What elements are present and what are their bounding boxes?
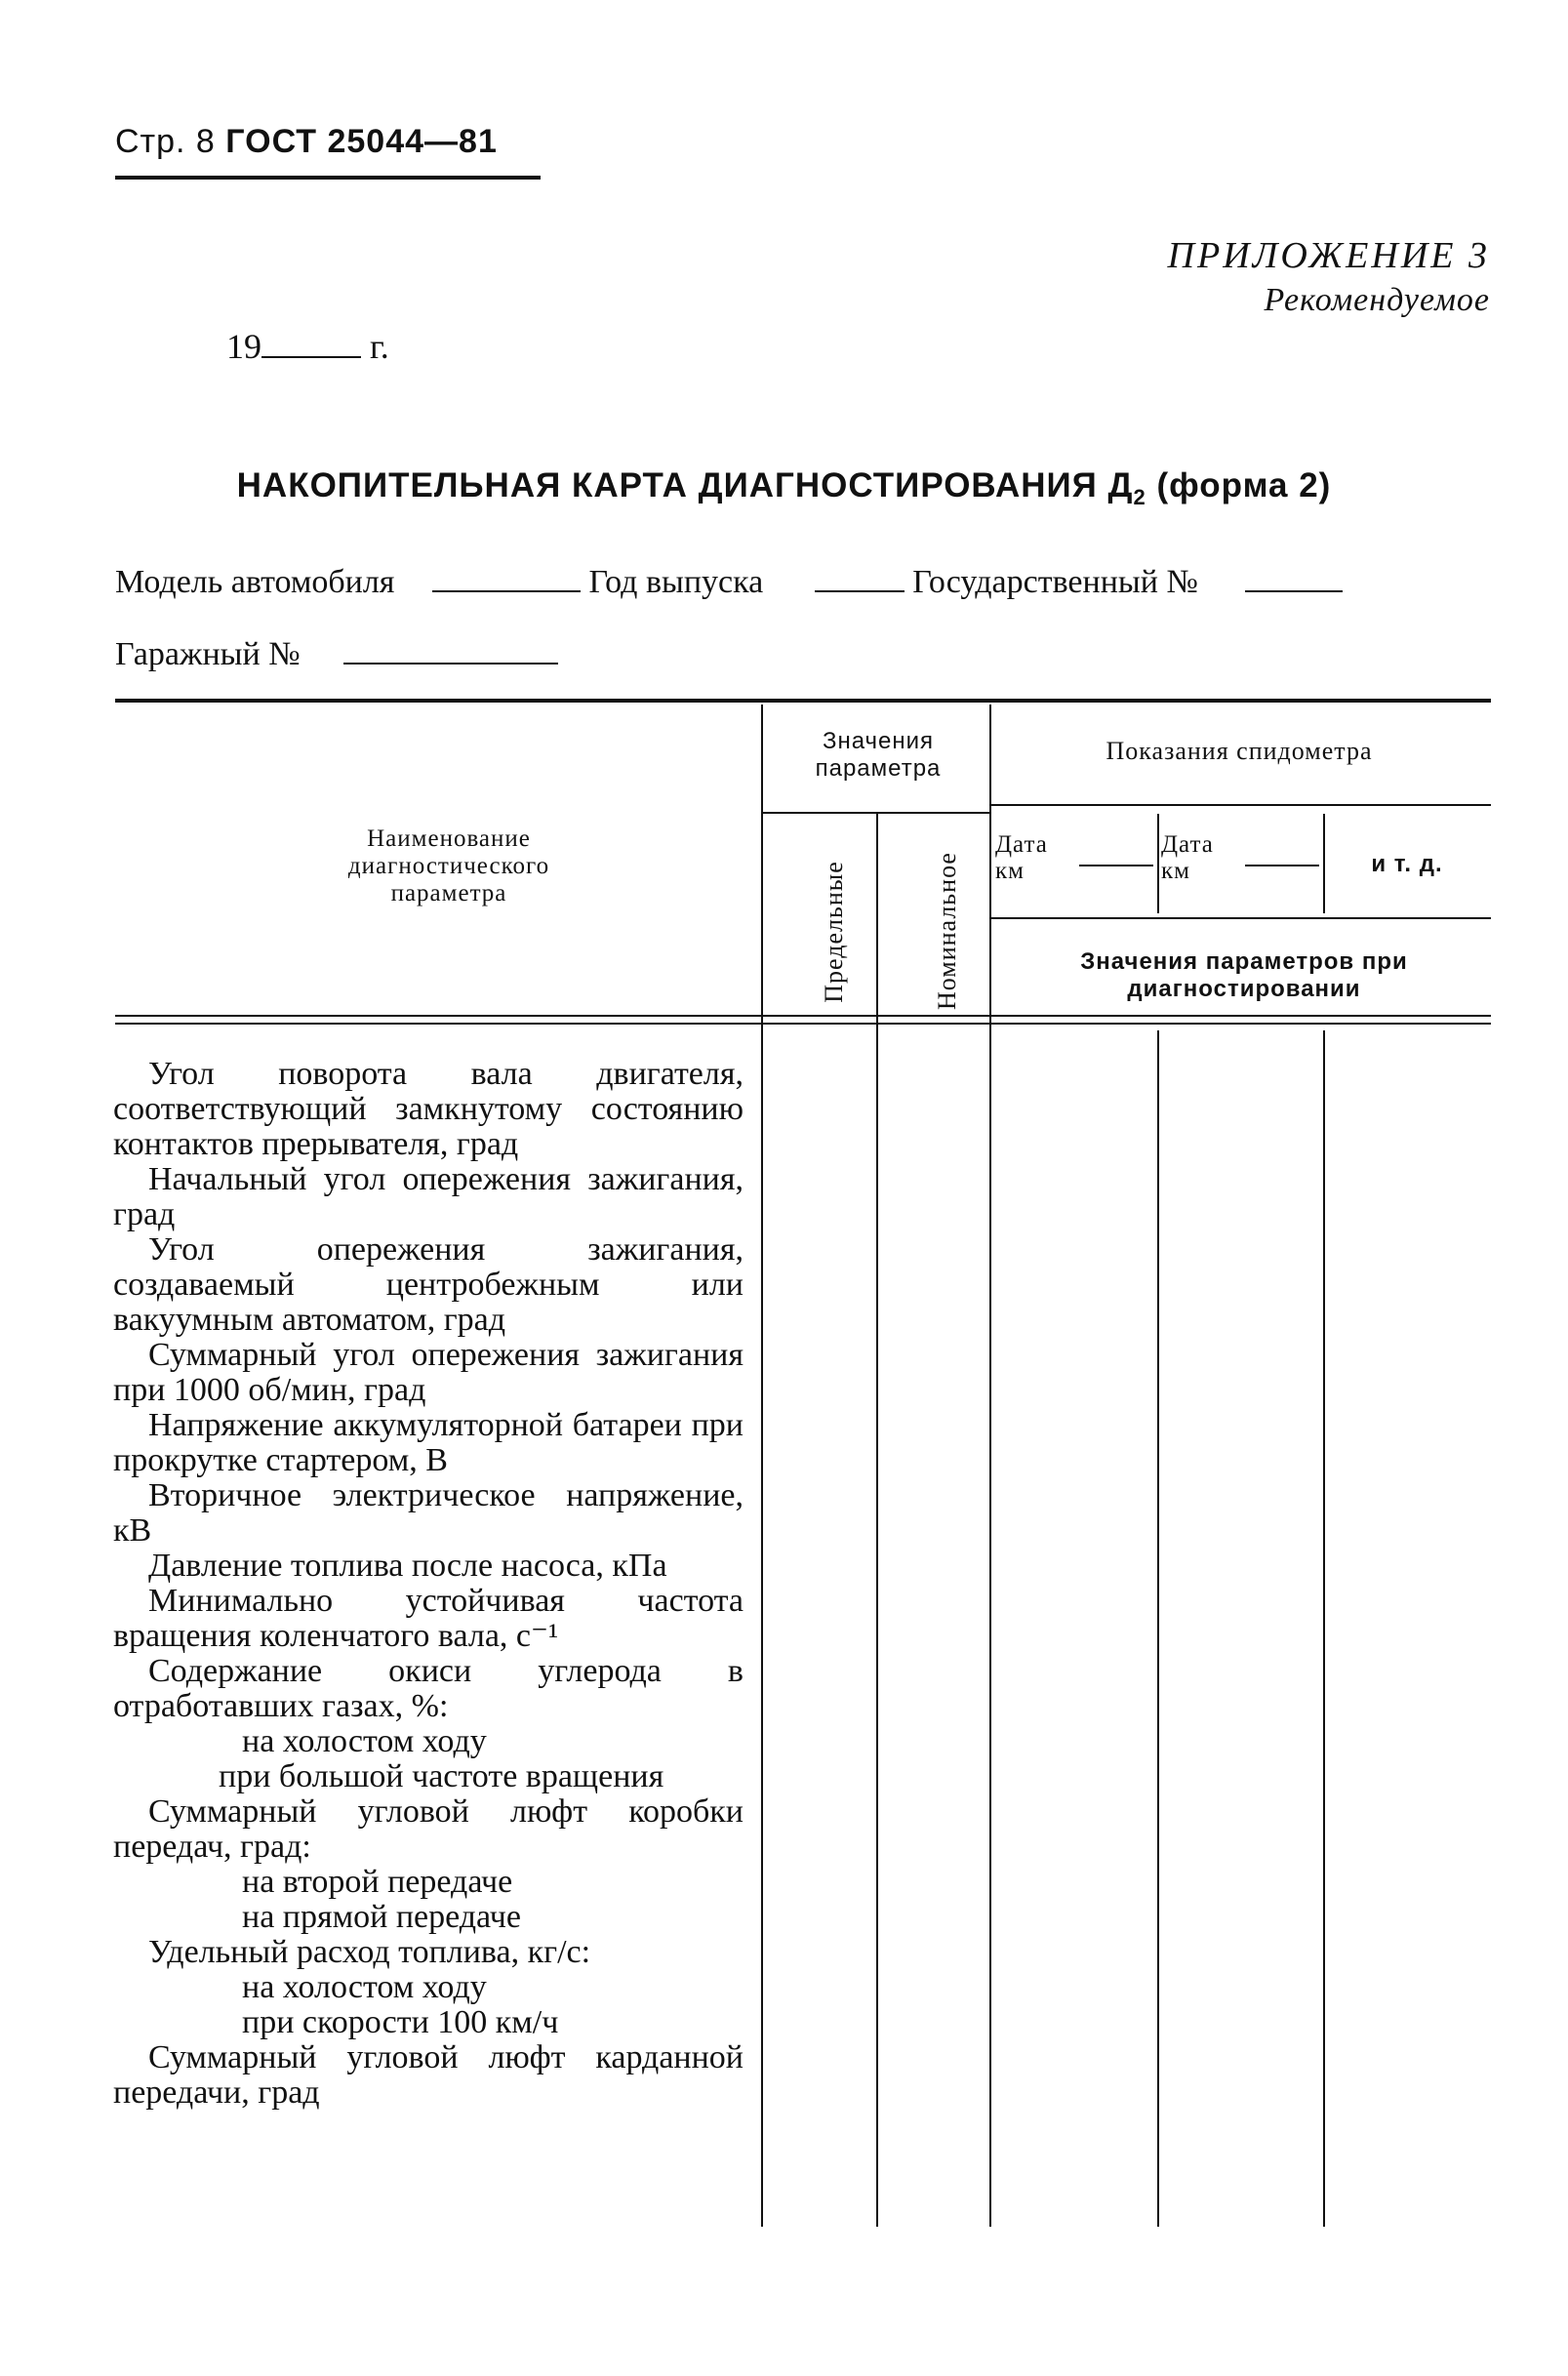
parameter-list: [113, 1057, 744, 2111]
col-name-header: Наименование диагностического параметра: [347, 826, 550, 906]
parameter-subitem: на холостом ходу: [242, 1969, 487, 2005]
parameter-item: [113, 2040, 744, 2111]
date2-label: Дата: [1161, 831, 1214, 858]
title-form: (форма 2): [1156, 466, 1332, 504]
values-subheader-rule: [763, 812, 989, 814]
parameter-item: [113, 1057, 744, 1162]
title-subscript: 2: [1133, 485, 1146, 509]
parameter-name: Угол поворота вала двигателя, соответствующий замкнутому состоянию контактов прерывателя, град: [113, 1056, 744, 1162]
appendix-block: [1168, 232, 1490, 322]
date2-blank-line: [1245, 865, 1319, 866]
garage-field-row: [115, 636, 558, 673]
parameter-item: [113, 1162, 744, 1232]
table-top-rule: [115, 699, 1491, 703]
model-blank[interactable]: [432, 589, 581, 592]
year-of-issue-blank[interactable]: [815, 589, 905, 592]
col-divider-date1: [1157, 1030, 1159, 2227]
parameter-name: Давление топлива после насоса, кПа: [148, 1548, 667, 1584]
year-line: [226, 326, 389, 367]
km1-label: км: [995, 858, 1025, 884]
header-bottom-rule-1: [115, 1015, 1491, 1017]
year-of-issue-label: Год выпуска: [588, 564, 764, 600]
appendix-title: ПРИЛОЖЕНИЕ 3: [1167, 235, 1490, 276]
header-rule: [115, 176, 541, 180]
parameter-subitem: на второй передаче: [242, 1864, 513, 1900]
parameter-item: [113, 1654, 744, 1794]
state-number-blank[interactable]: [1245, 589, 1343, 592]
date2-cell: [1161, 831, 1214, 884]
parameter-item: [113, 1549, 744, 1584]
parameter-name: Суммарный угол опережения зажигания при 1000 об/мин, град: [113, 1337, 744, 1408]
col-limit-header: Предельные: [820, 861, 848, 1003]
page-header: [115, 123, 498, 161]
parameter-item: [113, 1408, 744, 1478]
title-main: НАКОПИТЕЛЬНАЯ КАРТА ДИАГНОСТИРОВАНИЯ Д: [236, 466, 1134, 504]
col-speedometer-header: Показания спидометра: [1106, 737, 1373, 765]
state-number-label: Государственный №: [912, 564, 1198, 600]
parameter-item: [113, 1794, 744, 1935]
garage-number-blank[interactable]: [343, 662, 558, 664]
header-bottom-rule-2: [115, 1023, 1491, 1025]
model-label: Модель автомобиля: [115, 564, 395, 600]
col-divider-date2-head: [1323, 814, 1325, 913]
col-divider-values: [989, 705, 991, 2227]
date1-cell: [995, 831, 1048, 884]
col-nominal-header: Номинальное: [933, 852, 961, 1010]
appendix-status: Рекомендуемое: [1264, 282, 1490, 318]
vehicle-fields-row: [115, 564, 1343, 601]
parameter-name: Начальный угол опережения зажигания, град: [113, 1161, 744, 1232]
speedometer-subheader-rule: [991, 804, 1491, 806]
diag-values-rule: [991, 917, 1491, 919]
etc-header: и т. д.: [1371, 851, 1443, 877]
parameter-name: Удельный расход топлива, кг/с:: [148, 1934, 591, 1970]
parameter-item: [113, 1584, 744, 1654]
year-prefix: 19: [226, 327, 261, 366]
parameter-subitem: на холостом ходу: [242, 1723, 487, 1759]
parameter-item: [113, 1935, 744, 2040]
year-suffix: г.: [370, 327, 389, 366]
col-divider-date2: [1323, 1030, 1325, 2227]
parameter-subitem: при большой частоте вращения: [219, 1758, 664, 1794]
parameter-item: [113, 1232, 744, 1338]
parameter-subitem: на прямой передаче: [242, 1899, 521, 1935]
parameter-name: Суммарный угловой люфт карданной передачи, град: [113, 2039, 744, 2111]
year-blank[interactable]: [261, 355, 361, 358]
date1-blank-line: [1079, 865, 1153, 866]
parameter-name: Напряжение аккумуляторной батареи при прокрутке стартером, В: [113, 1407, 744, 1478]
parameter-name: Содержание окиси углерода в отработавших газах, %:: [113, 1653, 744, 1724]
parameter-subitem: при скорости 100 км/ч: [242, 2004, 559, 2040]
col-divider-date1-head: [1157, 814, 1159, 913]
date1-label: Дата: [995, 831, 1048, 858]
parameter-name: Суммарный угловой люфт коробки передач, град:: [113, 1793, 744, 1865]
parameter-name: Вторичное электрическое напряжение, кВ: [113, 1477, 744, 1549]
diag-values-header: Значения параметров при диагностировании: [1080, 948, 1408, 1002]
km2-label: км: [1161, 858, 1190, 884]
parameter-name: Угол опережения зажигания, создаваемый центробежным или вакуумным автоматом, град: [113, 1231, 744, 1338]
document-title: [0, 466, 1568, 510]
parameter-item: [113, 1478, 744, 1549]
standard-code: ГОСТ 25044—81: [225, 123, 498, 160]
garage-number-label: Гаражный №: [115, 636, 301, 672]
col-divider-limit: [876, 814, 878, 2227]
parameter-item: [113, 1338, 744, 1408]
col-values-header: Значения параметра: [815, 728, 942, 782]
page-number: Стр. 8: [115, 123, 216, 160]
col-divider-name: [761, 705, 763, 2227]
parameter-name: Минимально устойчивая частота вращения коленчатого вала, с⁻¹: [113, 1583, 744, 1654]
